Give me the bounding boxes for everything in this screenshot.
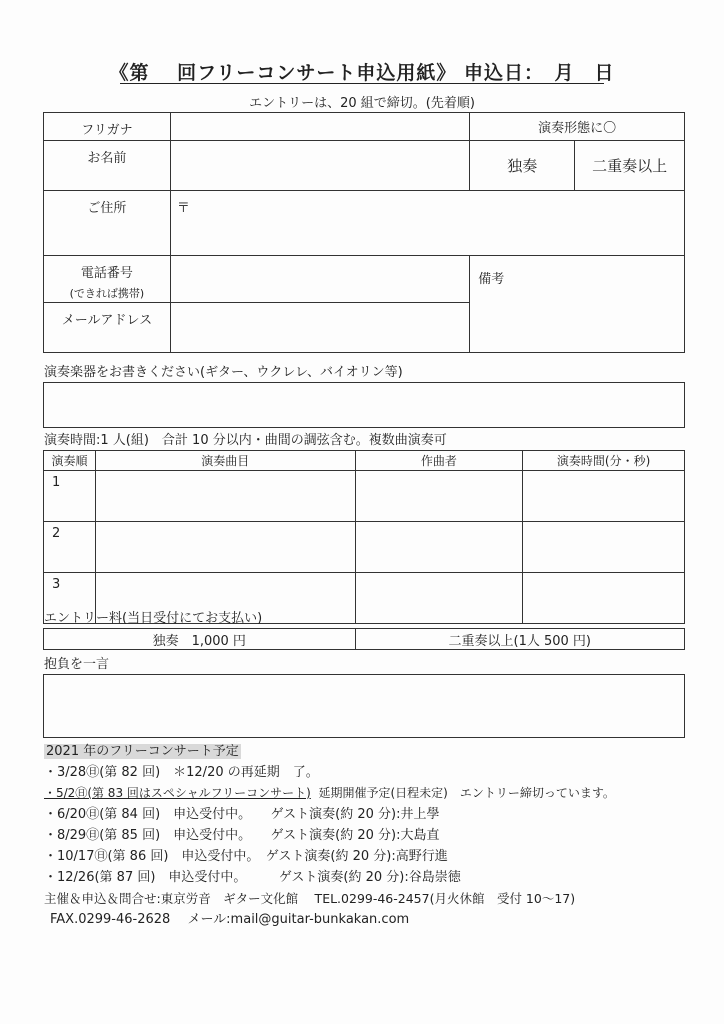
schedule-section: [44, 741, 615, 930]
name-field[interactable]: [170, 141, 469, 191]
schedule-item-row: [44, 783, 615, 804]
fee-table: [43, 628, 685, 650]
header-order: 演奏順: [44, 451, 96, 471]
phone-label: 電話番号: [80, 266, 133, 281]
contact-line-1: 主催＆申込＆問合せ:東京労音 ギター文化館 TEL.0299-46-2457(月火休館 受付 10～17): [44, 891, 576, 906]
phone-field[interactable]: [170, 256, 469, 303]
row-number: 2: [44, 522, 96, 573]
title-underline: [120, 83, 604, 84]
phone-note: (できれば携帯): [69, 287, 145, 300]
phone-label-cell: [44, 256, 171, 303]
remarks-label: 備考: [478, 272, 505, 287]
page-title: 《第 回フリーコンサート申込用紙》 申込日： 月 日: [109, 62, 615, 84]
address-field[interactable]: [170, 191, 684, 256]
furigana-field[interactable]: [170, 113, 469, 141]
program-note: 演奏時間:1 人(組) 合計 10 分以内・曲間の調弦含む。複数曲演奏可: [44, 433, 447, 448]
remarks-field[interactable]: [470, 256, 685, 353]
address-label: ご住所: [44, 191, 171, 256]
duration-field[interactable]: [523, 522, 685, 573]
table-row: [44, 471, 685, 522]
applicant-info-table: [43, 112, 685, 353]
schedule-item: ・8/29㊐(第 85 回) 申込受付中。 ゲスト演奏(約 20 分):大島直: [44, 828, 440, 843]
schedule-item: ・6/20㊐(第 84 回) 申込受付中。 ゲスト演奏(約 20 分):井上學: [44, 807, 440, 822]
header-piece: 演奏曲目: [95, 451, 355, 471]
schedule-item: ・3/28㊐(第 82 回) ＊12/20 の再延期 了。: [44, 765, 319, 780]
email-label: メールアドレス: [44, 303, 171, 353]
duration-field[interactable]: [523, 471, 685, 522]
contact-line-2: FAX.0299-46-2628 メール:mail@guitar-bunkakan.com: [50, 912, 410, 927]
composer-field[interactable]: [355, 522, 523, 573]
row-number: 1: [44, 471, 96, 522]
table-row: [44, 522, 685, 573]
composer-field[interactable]: [355, 471, 523, 522]
performance-type-label: 演奏形態に〇: [470, 113, 685, 141]
email-field[interactable]: [170, 303, 469, 353]
duration-field[interactable]: [523, 573, 685, 624]
schedule-item: ・5/2㊐(第 83 回はスペシャルフリーコンサート): [44, 786, 311, 800]
postal-mark: 〒: [176, 201, 190, 216]
fee-duo: 二重奏以上(1人 500 円): [355, 629, 684, 650]
furigana-label: フリガナ: [44, 113, 171, 141]
instrument-label: 演奏楽器をお書きください(ギター、ウクレレ、バイオリン等): [44, 365, 403, 380]
solo-option[interactable]: 独奏: [470, 141, 575, 191]
row-number: 3: [44, 573, 96, 624]
header-duration: 演奏時間(分・秒): [523, 451, 685, 471]
schedule-item: ・10/17㊐(第 86 回) 申込受付中。 ゲスト演奏(約 20 分):高野行進: [44, 849, 448, 864]
composer-field[interactable]: [355, 573, 523, 624]
schedule-item: ・12/26(第 87 回) 申込受付中。 ゲスト演奏(約 20 分):谷島崇徳: [44, 870, 461, 885]
fee-solo: 独奏 1,000 円: [44, 629, 356, 650]
schedule-item-note: 延期開催予定(日程未定) エントリー締切っています。: [318, 786, 615, 800]
comment-field[interactable]: [43, 674, 685, 738]
schedule-title: 2021 年のフリーコンサート予定: [46, 744, 239, 759]
name-label: お名前: [44, 141, 171, 191]
program-table: [43, 450, 685, 624]
piece-field[interactable]: [95, 471, 355, 522]
header-composer: 作曲者: [355, 451, 523, 471]
comment-label: 抱負を一言: [44, 657, 110, 672]
piece-field[interactable]: [95, 522, 355, 573]
fee-label: エントリー料(当日受付にてお支払い): [44, 611, 263, 626]
instrument-field[interactable]: [43, 382, 685, 428]
duo-option[interactable]: 二重奏以上: [575, 141, 685, 191]
entry-limit-note: エントリーは、20 組で締切。(先着順): [249, 96, 475, 111]
